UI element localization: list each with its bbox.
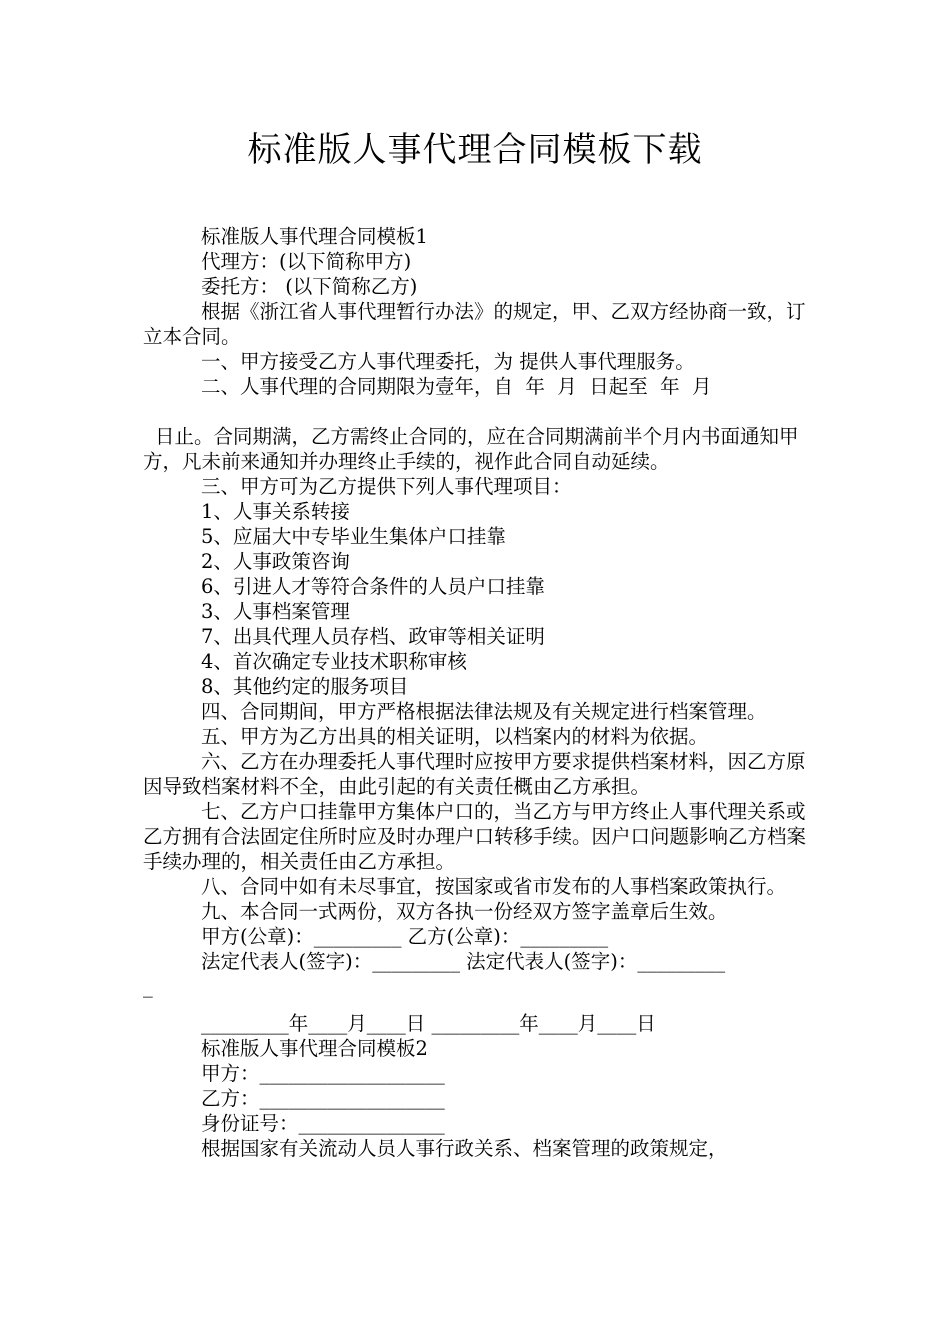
service-item: 1、人事关系转接 [201, 500, 350, 523]
party-b-line: 乙方：___________________ [201, 1087, 445, 1110]
blank-line [143, 399, 807, 424]
date-line: _________年____月____日 _________年____月____日 [201, 1012, 656, 1035]
section-heading-template-1: 标准版人事代理合同模板1 [201, 225, 428, 248]
clause-2-continued: 日止。合同期满，乙方需终止合同的，应在合同期满前半个月内书面通知甲方，凡未前来通知并办理终止手续的，视作此合同自动延续。 [143, 425, 799, 473]
blank-line [143, 999, 807, 1011]
clause-4: 四、合同期间，甲方严格根据法律法规及有关规定进行档案管理。 [201, 700, 767, 723]
party-a-line: 甲方：___________________ [201, 1062, 445, 1085]
service-item: 3、人事档案管理 [201, 600, 350, 623]
preamble-paragraph: 根据《浙江省人事代理暂行办法》的规定，甲、乙双方经协商一致，订立本合同。 [143, 300, 806, 348]
service-item: 8、其他约定的服务项目 [201, 675, 409, 698]
document-body [143, 224, 807, 1161]
clause-7: 七、乙方户口挂靠甲方集体户口的，当乙方与甲方终止人事代理关系或乙方拥有合法固定住所时应及时办理户口转移手续。因户口问题影响乙方档案手续办理的，相关责任由乙方承担。 [143, 800, 807, 873]
service-item: 5、应届大中专毕业生集体户口挂靠 [201, 525, 506, 548]
service-item: 4、首次确定专业技术职称审核 [201, 650, 467, 673]
clause-9: 九、本合同一式两份，双方各执一份经双方签字盖章后生效。 [201, 900, 728, 923]
party-agent-line: 代理方：(以下简称甲方) [201, 250, 412, 273]
section-heading-template-2: 标准版人事代理合同模板2 [201, 1037, 428, 1060]
clause-8: 八、合同中如有未尽事宜，按国家或省市发布的人事档案政策执行。 [201, 875, 787, 898]
template-2-preamble: 根据国家有关流动人员人事行政关系、档案管理的政策规定， [201, 1137, 728, 1160]
signature-line: 法定代表人(签字)：_________ 法定代表人(签字)：_________ [201, 950, 726, 973]
clause-6: 六、乙方在办理委托人事代理时应按甲方要求提供档案材料，因乙方原因导致档案材料不全，由此引起的有关责任概由乙方承担。 [143, 750, 806, 798]
party-client-line: 委托方： (以下简称乙方) [201, 275, 418, 298]
id-number-line: 身份证号：_______________ [201, 1112, 445, 1135]
clause-3: 三、甲方可为乙方提供下列人事代理项目： [201, 475, 572, 498]
signature-line-tail: _ [143, 975, 153, 998]
seal-line: 甲方(公章)：_________ 乙方(公章)：_________ [201, 925, 609, 948]
service-item: 7、出具代理人员存档、政审等相关证明 [201, 625, 545, 648]
service-item: 6、引进人才等符合条件的人员户口挂靠 [201, 575, 545, 598]
clause-2: 二、人事代理的合同期限为壹年，自 年 月 日起至 年 月 [201, 375, 712, 398]
document-title: 标准版人事代理合同模板下载 [247, 130, 703, 170]
service-item: 2、人事政策咨询 [201, 550, 350, 573]
clause-5: 五、甲方为乙方出具的相关证明，以档案内的材料为依据。 [201, 725, 709, 748]
clause-1: 一、甲方接受乙方人事代理委托，为 提供人事代理服务。 [201, 350, 695, 373]
